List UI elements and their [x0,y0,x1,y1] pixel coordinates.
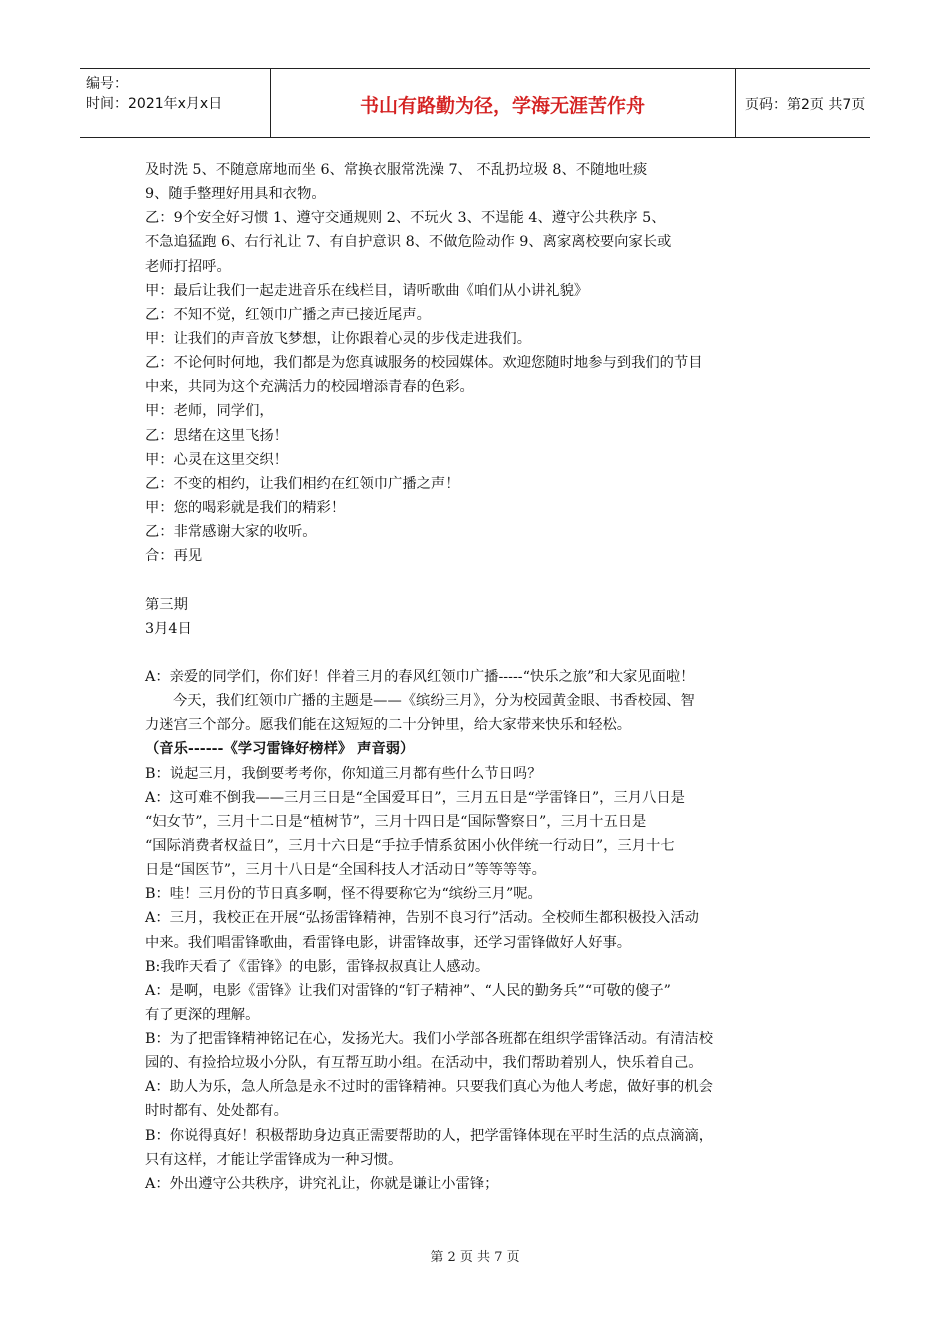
text-line: 乙：9个安全好习惯 1、遵守交通规则 2、不玩火 3、不逞能 4、遵守公共秩序 5、 [145,210,666,227]
blank-line [145,641,815,665]
header-motto-cell [270,69,736,137]
text-line: B：为了把雷锋精神铭记在心，发扬光大。我们小学部各班都在组织学雷锋活动。有清洁校 [145,1031,714,1048]
text-line: 及时洗 5、不随意席地而坐 6、常换衣服常洗澡 7、 不乱扔垃圾 8、不随地吐痰 [145,162,648,178]
document-time-label: 时间：2021年x月x日 [86,96,223,112]
text-line: “国际消费者权益日”，三月十六日是“手拉手情系贫困小伙伴统一行动日”，三月十七 [145,837,675,854]
section-date: 3月4日 [145,620,192,637]
text-line: 合：再见 [145,548,203,565]
text-line: 甲：让我们的声音放飞梦想，让你跟着心灵的步伐走进我们。 [145,330,532,347]
text-line: 日是“国医节”，三月十八日是“全国科技人才活动日”等等等等。 [145,862,546,879]
header-motto: 书山有路勤为径，学海无涯苦作舟 [359,95,645,117]
header-info-cell [80,69,271,137]
text-line: 老师打招呼。 [145,258,231,275]
page-header [80,68,870,138]
text-line: 园的、有捡拾垃圾小分队，有互帮互助小组。在活动中，我们帮助着别人，快乐着自己。 [145,1055,703,1072]
blank-line [145,568,815,592]
text-line: 时时都有、处处都有。 [145,1103,288,1120]
text-line: 乙：不论何时何地，我们都是为您真诚服务的校园媒体。欢迎您随时地参与到我们的节目 [145,355,703,372]
text-line: “妇女节”，三月十二日是“植树节”，三月十四日是“国际警察日”，三月十五日是 [145,813,647,830]
document-body [145,158,815,1196]
text-line: 9、随手整理好用具和衣物。 [145,186,326,203]
text-line: 乙：不知不觉，红领巾广播之声已接近尾声。 [145,306,431,323]
text-line: 乙：非常感谢大家的收听。 [145,524,317,541]
text-line: A：亲爱的同学们，你们好！伴着三月的春风红领巾广播-----“快乐之旅”和大家见面啦！ [145,668,695,685]
text-line: A：助人为乐，急人所急是永不过时的雷锋精神。只要我们真心为他人考虑，做好事的机会 [145,1079,713,1096]
text-line: 中来，共同为这个充满活力的校园增添青春的色彩。 [145,379,474,396]
text-line: A：是啊，电影《雷锋》让我们对雷锋的“钉子精神”、“人民的勤务兵”“可敬的傻子” [145,982,671,999]
text-line: 中来。我们唱雷锋歌曲，看雷锋电影，讲雷锋故事，还学习雷锋做好人好事。 [145,934,632,951]
text-line: A：这可难不倒我——三月三日是“全国爱耳日”，三月五日是“学雷锋日”，三月八日是 [145,789,685,806]
text-line: 甲：您的喝彩就是我们的精彩！ [145,499,346,516]
text-line: 甲：心灵在这里交织！ [145,451,288,468]
text-line: 不急追猛跑 6、右行礼让 7、有自护意识 8、不做危险动作 9、离家离校要向家长或 [145,234,672,251]
header-page-cell [735,69,870,137]
text-line: B：哇！三月份的节日真多啊，怪不得要称它为“缤纷三月”呢。 [145,886,542,903]
text-line: B:我昨天看了《雷锋》的电影，雷锋叔叔真让人感动。 [145,958,490,975]
text-line: A：外出遵守公共秩序，讲究礼让，你就是谦让小雷锋； [145,1175,499,1192]
text-line: B：说起三月，我倒要考考你，你知道三月都有些什么节日吗？ [145,765,542,782]
text-line: 甲：最后让我们一起走进音乐在线栏目，请听歌曲《咱们从小讲礼貌》 [145,282,589,299]
text-line: 乙：思绪在这里飞扬！ [145,427,288,444]
text-line: 甲：老师，同学们， [145,403,274,420]
page-footer: 第 2 页 共 7 页 [430,1250,520,1265]
text-line: 乙：不变的相约，让我们相约在红领巾广播之声！ [145,475,460,492]
music-cue: （音乐------《学习雷锋好榜样》 声音弱） [145,741,415,758]
document-number-label: 编号： [86,76,128,92]
text-line: A：三月，我校正在开展“弘扬雷锋精神，告别不良习行”活动。全校师生都积极投入活动 [145,910,699,927]
text-line: 今天，我们红领巾广播的主题是——《缤纷三月》，分为校园黄金眼、书香校园、智 [173,693,695,710]
section-heading: 第三期 [145,596,188,613]
text-line: B：你说得真好！积极帮助身边真正需要帮助的人，把学雷锋体现在平时生活的点点滴滴， [145,1127,714,1144]
header-page-code: 页码：第2页 共7页 [745,97,866,113]
text-line: 力迷宫三个部分。愿我们能在这短短的二十分钟里，给大家带来快乐和轻松。 [145,717,632,734]
text-line: 只有这样，才能让学雷锋成为一种习惯。 [145,1151,403,1168]
text-line: 有了更深的理解。 [145,1006,260,1023]
